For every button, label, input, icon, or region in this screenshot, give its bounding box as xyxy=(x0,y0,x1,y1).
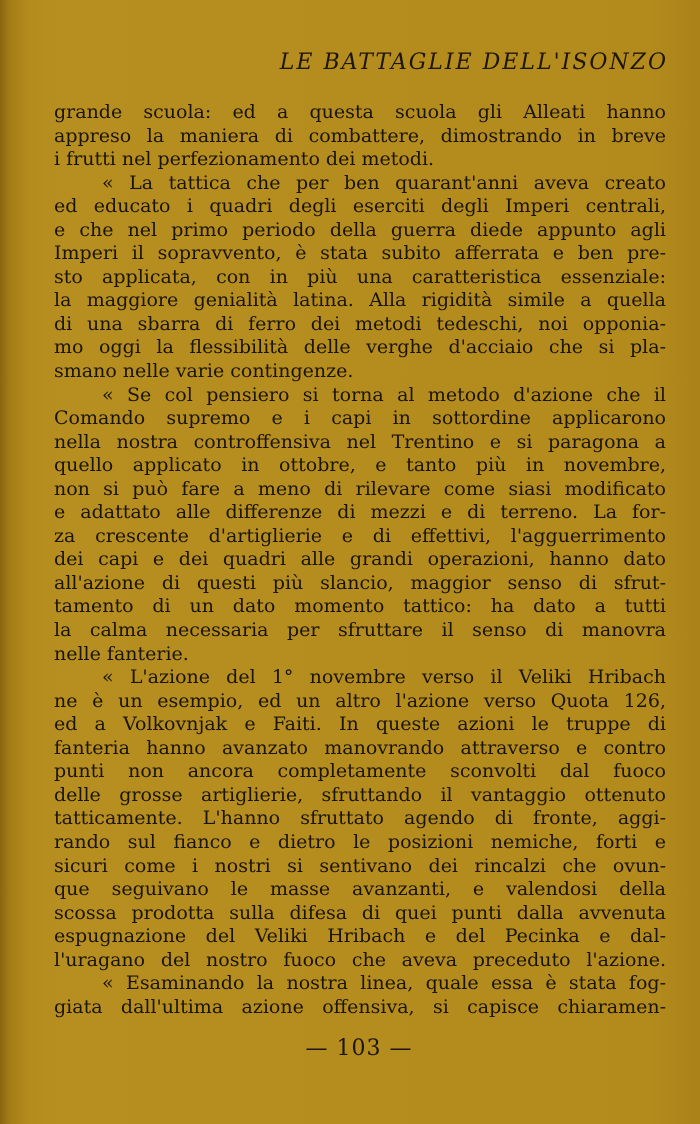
text-line: smano nelle varie contingenze. xyxy=(54,360,354,383)
text-line: giata dall'ultima azione offensiva, si capisce chiaramen- xyxy=(54,995,666,1018)
text-line: non si può fare a meno di rilevare come siasi modificato xyxy=(54,477,666,500)
text-line: que seguivano le masse avanzanti, e valendosi della xyxy=(54,878,666,901)
text-line: tatticamente. L'hanno sfruttato agendo di fronte, aggi- xyxy=(54,807,666,830)
text-line: di una sbarra di ferro dei metodi tedeschi, noi opponia- xyxy=(54,312,666,335)
text-line: Imperi il sopravvento, è stata subito afferrata e ben pre- xyxy=(54,242,666,265)
text-line: za crescente d'artiglierie e di effettivi, l'agguerrimento xyxy=(54,524,666,547)
text-line: e che nel primo periodo della guerra diede appunto agli xyxy=(54,218,666,241)
text-line: nella nostra controffensiva nel Trentino e si paragona a xyxy=(54,430,666,453)
text-line: sto applicata, con in più una caratteristica essenziale: xyxy=(54,265,666,288)
text-line: grande scuola: ed a questa scuola gli Alleati hanno xyxy=(54,101,666,123)
text-line: la maggiore genialità latina. Alla rigidità simile a quella xyxy=(54,289,666,312)
text-line: scossa prodotta sulla difesa di quei punti dalla avvenuta xyxy=(54,901,666,924)
body-text xyxy=(54,101,666,1019)
text-line: espugnazione del Veliki Hribach e del Pecinka e dal- xyxy=(54,925,666,948)
text-line: ed educato i quadri degli eserciti degli Imperi centrali, xyxy=(54,195,666,218)
text-line: delle grosse artiglierie, sfruttando il vantaggio ottenuto xyxy=(54,783,666,806)
text-line: appreso la maniera di combattere, dimostrando in breve xyxy=(54,124,666,147)
text-line: « La tattica che per ben quarant'anni aveva creato xyxy=(102,171,666,194)
text-line: punti non ancora completamente sconvolti dal fuoco xyxy=(54,760,666,783)
text-line: sicuri come i nostri si sentivano dei rincalzi che ovun- xyxy=(54,854,666,877)
text-line: la calma necessaria per sfruttare il senso di manovra xyxy=(54,619,666,642)
text-line: Comando supremo e i capi in sottordine applicarono xyxy=(54,407,666,430)
text-line: mo oggi la flessibilità delle verghe d'acciaio che si pla- xyxy=(54,336,666,359)
text-line: nelle fanterie. xyxy=(54,642,189,665)
running-head: LE BATTAGLIE DELL'ISONZO xyxy=(279,50,668,75)
text-line: « Se col pensiero si torna al metodo d'azione che il xyxy=(102,383,666,406)
text-line: ed a Volkovnjak e Faiti. In queste azioni le truppe di xyxy=(54,713,666,736)
text-line: rando sul fianco e dietro le posizioni nemiche, forti e xyxy=(54,830,666,853)
page-number: — 103 — xyxy=(305,1036,413,1061)
text-line: « L'azione del 1° novembre verso il Veliki Hribach xyxy=(102,666,666,689)
text-line: i frutti nel perfezionamento dei metodi. xyxy=(54,148,435,171)
text-line: dei capi e dei quadri alle grandi operazioni, hanno dato xyxy=(54,548,666,571)
text-line: e adattato alle differenze di mezzi e di terreno. La for- xyxy=(54,501,666,524)
text-line: quello applicato in ottobre, e tanto più in novembre, xyxy=(54,454,666,477)
text-line: fanteria hanno avanzato manovrando attraverso e contro xyxy=(54,736,666,759)
text-line: all'azione di questi più slancio, maggior senso di sfrut- xyxy=(54,571,666,594)
text-line: l'uragano del nostro fuoco che aveva preceduto l'azione. xyxy=(54,948,666,971)
text-line: « Esaminando la nostra linea, quale essa è stata fog- xyxy=(102,972,666,995)
text-line: tamento di un dato momento tattico: ha dato a tutti xyxy=(54,595,666,618)
text-line: ne è un esempio, ed un altro l'azione verso Quota 126, xyxy=(54,689,666,712)
